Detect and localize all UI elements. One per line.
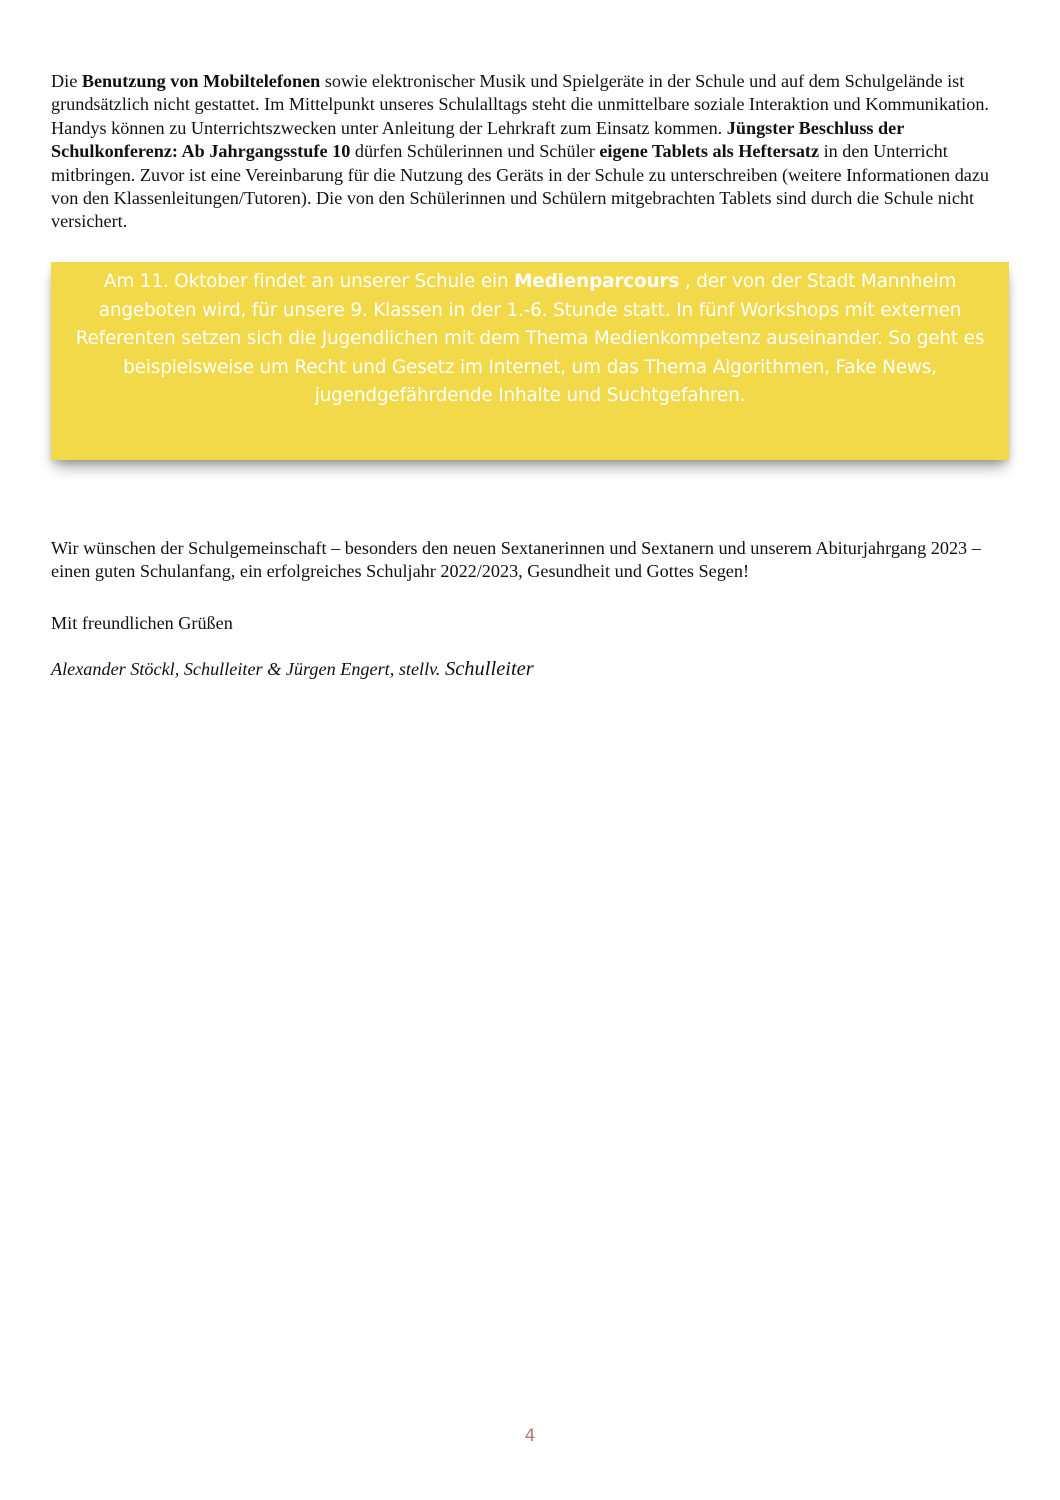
signature-names: Alexander Stöckl, Schulleiter & Jürgen Engert, stellv. <box>51 659 445 679</box>
callout-bold-medienparcours: Medienparcours <box>514 271 680 292</box>
signature-line <box>51 658 1011 681</box>
intro-text-3: dürfen Schülerinnen und Schüler <box>350 141 600 162</box>
intro-bold-tablets: eigene Tablets als Heftersatz <box>599 141 820 162</box>
callout-text <box>51 268 1009 411</box>
media-course-callout-box <box>51 262 1009 460</box>
intro-text-4: in den Unterricht mitbringen. Zuvor ist eine Vereinbarung für die Nutzung des Geräts in der Schule zu unterschreiben (weitere Informationen dazu von den Klassenleitungen/Tutoren). Die von den Schülerinnen und Schülern mitgebrachten Tablets sind durch die Schule nicht versichert. <box>51 141 990 232</box>
greeting-line: Mit freundlichen Grüßen <box>51 613 233 633</box>
intro-text-1: Die <box>51 71 82 91</box>
mobile-phone-policy-paragraph <box>51 70 1011 234</box>
callout-text-2: , der von der Stadt Mannheim angeboten wird, für unsere 9. Klassen in der 1.-6. Stunde statt. In fünf Workshops mit externen Referenten setzen sich die Jugendlichen mit dem Thema Medienkompetenz auseinander. So geht es beispielsweise um Recht und Gesetz im Internet, um das Thema Algorithmen, Fake News, jugendgefährdende Inhalte und Suchtgefahren. <box>75 271 985 406</box>
intro-bold-school-conference: Jüngster Beschluss der Schulkonferenz: Ab Jahrgangsstufe 10 <box>51 117 904 162</box>
intro-bold-mobile-phones: Benutzung von Mobiltelefonen <box>81 71 321 91</box>
signature-tail: Schulleiter <box>444 658 534 680</box>
page-number: 4 <box>524 1426 536 1446</box>
callout-text-1: Am 11. Oktober findet an unserer Schule ein <box>103 271 515 292</box>
intro-text-2: sowie elektronischer Musik und Spielgeräte in der Schule und auf dem Schulgelände ist grundsätzlich nicht gestattet. Im Mittelpunkt unseres Schulalltags steht die unmittelbare soziale Interaktion und Kommunikation. Handys können zu Unterrichtszwecken unter Anleitung der Lehrkraft zum Einsatz kommen. <box>51 71 989 138</box>
wishes-paragraph: Wir wünschen der Schulgemeinschaft – besonders den neuen Sextanerinnen und Sextanern und unserem Abiturjahrgang 2023 – einen guten Schulanfang, ein erfolgreiches Schuljahr 2022/2023, Gesundheit und Gottes Segen! <box>51 538 981 582</box>
